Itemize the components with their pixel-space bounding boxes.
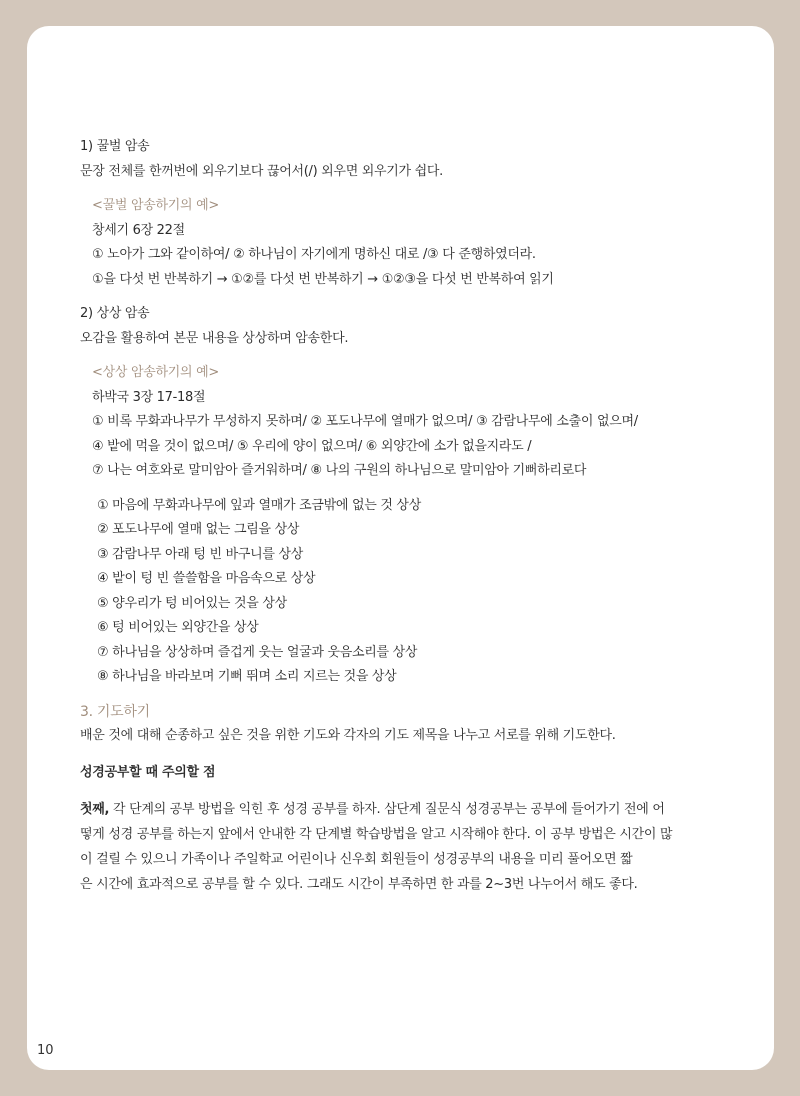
caution-paragraph [80,797,680,897]
caution-lead: 첫째, [80,802,110,817]
page-number: 10 [37,1043,54,1058]
imagine-item: ⑥ 텅 비어있는 외양간을 상상 [97,620,259,635]
section1-ref: 창세기 6장 22절 [92,222,185,238]
imagine-item: ⑧ 하나님을 바라보며 기뻐 뛰며 소리 지르는 것을 상상 [97,669,397,684]
section1-example-label: <꿀벌 암송하기의 예> [92,198,219,213]
section3-desc: 배운 것에 대해 순종하고 싶은 것을 위한 기도와 각자의 기도 제목을 나누고 서로를 위해 기도한다. [80,728,616,743]
section2-verse: ① 비록 무화과나무가 무성하지 못하며/ ② 포도나무에 열매가 없으며/ ③ 감람나무에 소출이 없으며/ [92,414,638,429]
section2-verse: ④ 밭에 먹을 것이 없으며/ ⑤ 우리에 양이 없으며/ ⑥ 외양간에 소가 없을지라도 / [92,438,532,454]
section1-verse: ① 노아가 그와 같이하여/ ② 하나님이 자기에게 명하신 대로 /③ 다 준행하였더라. [92,247,536,262]
section3-title: 3. 기도하기 [80,703,150,720]
imagine-item: ③ 감람나무 아래 텅 빈 바구니를 상상 [97,546,303,562]
imagine-item: ⑤ 양우리가 텅 비어있는 것을 상상 [97,595,287,611]
caution-line: 은 시간에 효과적으로 공부를 할 수 있다. 그래도 시간이 부족하면 한 과를 2~3번 나누어서 해도 좋다. [80,877,638,892]
section2-desc: 오감을 활용하여 본문 내용을 상상하며 암송한다. [80,330,349,346]
caution-title: 성경공부할 때 주의할 점 [80,764,216,780]
section2-title: 2) 상상 암송 [80,306,150,321]
section2-example-label: <상상 암송하기의 예> [92,365,219,380]
imagine-item: ④ 밭이 텅 빈 쓸쓸함을 마음속으로 상상 [97,571,316,586]
section1-method: ①을 다섯 번 반복하기 → ①②를 다섯 번 반복하기 → ①②③을 다섯 번 반복하여 읽기 [92,271,554,287]
imagine-item: ① 마음에 무화과나무에 잎과 열매가 조금밖에 없는 것 상상 [97,497,421,513]
caution-line: 각 단계의 공부 방법을 익힌 후 성경 공부를 하자. 삼단계 질문식 성경공부는 공부에 들어가기 전에 어 [109,802,665,817]
section1-desc: 문장 전체를 한꺼번에 외우기보다 끊어서(/) 외우면 외우기가 쉽다. [80,163,443,179]
caution-line: 떻게 성경 공부를 하는지 앞에서 안내한 각 단계별 학습방법을 알고 시작해야 한다. 이 공부 방법은 시간이 많 [80,827,673,842]
page-content [80,135,680,897]
imagine-item: ⑦ 하나님을 상상하며 즐겁게 웃는 얼굴과 웃음소리를 상상 [97,644,418,660]
section2-verse: ⑦ 나는 여호와로 말미암아 즐거워하며/ ⑧ 나의 구원의 하나님으로 말미암아 기뻐하리로다 [92,463,587,478]
imagine-item: ② 포도나무에 열매 없는 그림을 상상 [97,522,300,537]
section1-title: 1) 꿀벌 암송 [80,139,150,154]
section2-ref: 하박국 3장 17-18절 [92,389,206,405]
caution-line: 이 걸릴 수 있으니 가족이나 주일학교 어린이나 신우회 회원들이 성경공부의 내용을 미리 풀어오면 짧 [80,852,633,867]
